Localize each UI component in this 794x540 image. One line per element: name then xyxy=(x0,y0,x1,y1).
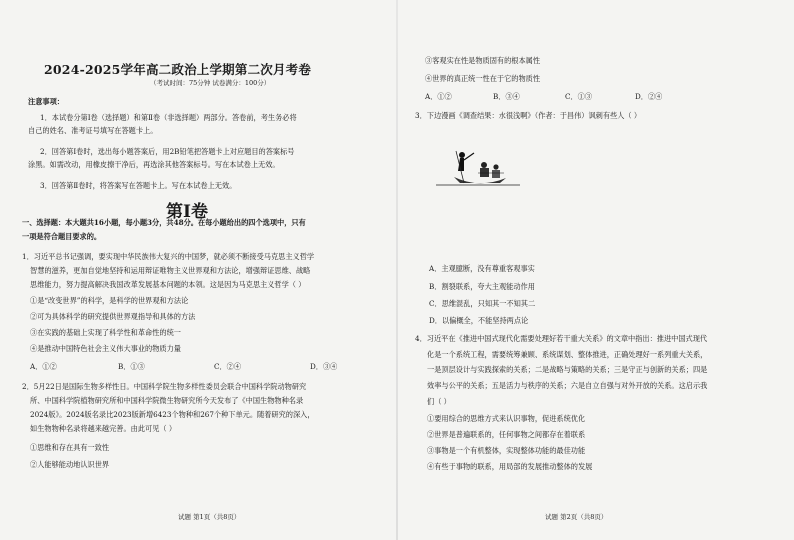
section-title: 第Ⅰ卷 xyxy=(166,202,208,222)
q2-option-a: A．①② xyxy=(425,92,452,101)
comic-image xyxy=(434,145,524,193)
q2-option-c: C．①③ xyxy=(565,92,593,101)
q1-item: ③在实践的基础上实现了科学性和革命性的统一 xyxy=(30,328,181,337)
page-right xyxy=(397,0,794,540)
note-line: 2．回答第Ⅰ卷时，选出每小题答案后，用2B铅笔把答题卡上对应题目的答案标号 xyxy=(40,147,295,156)
q4-stem-line: 一是顶层设计与实践探索的关系；二是战略与策略的关系；三是守正与创新的关系；四是 xyxy=(427,365,708,374)
q3-option-c: C．思维混乱，只知其一不知其二 xyxy=(429,299,536,308)
q1-option-d: D．③④ xyxy=(310,362,338,371)
q3-option-b: B．割裂联系，夸大主观能动作用 xyxy=(429,282,535,291)
note-line: 涂黑。如需改动，用橡皮擦干净后，再选涂其他答案标号。写在本试卷上无效。 xyxy=(28,160,280,169)
section-intro-line: 一项是符合题目要求的。 xyxy=(22,232,102,241)
exam-title: 2024-2025学年高二政治上学期第二次月考卷 xyxy=(44,62,312,77)
note-line: 自己的姓名、准考证号填写在答题卡上。 xyxy=(28,126,158,135)
q4-stem-line: 们（ ） xyxy=(427,397,451,406)
q4-item: ①要用综合的思维方式来认识事物，促进系统优化 xyxy=(427,414,586,423)
q2-stem-line: 2．5月22日是国际生物多样性日。中国科学院生物多样性委员会联合中国科学院动物研究 xyxy=(22,382,307,391)
q1-item: ④是推动中国特色社会主义伟大事业的物质力量 xyxy=(30,344,181,353)
q1-stem-line: 智慧的滋养，更加自觉地坚持和运用辩证唯物主义世界观和方法论，增强辩证思维、战略 xyxy=(30,266,311,275)
q2-item: ①思维和存在具有一致性 xyxy=(30,443,110,452)
q2-option-b: B．③④ xyxy=(493,92,520,101)
note-line: 3．回答第Ⅱ卷时，将答案写在答题卡上。写在本试卷上无效。 xyxy=(40,181,237,190)
q1-item: ①是“改变世界”的科学，是科学的世界观和方法论 xyxy=(30,296,189,305)
page-footer-right: 试题 第2页（共8页） xyxy=(545,513,608,521)
q1-option-b: B．①③ xyxy=(118,362,145,371)
q2-stem-line: 2024版》。2024版名录比2023版新增6423个物种和267个种下单元。随着研究的深入， xyxy=(30,410,315,419)
q1-stem-line: 1．习近平总书记强调，要实现中华民族伟大复兴的中国梦，就必须不断接受马克思主义哲学 xyxy=(22,252,315,261)
q1-item: ②可为具体科学的研究提供世界观指导和具体的方法 xyxy=(30,312,196,321)
notes-heading: 注意事项： xyxy=(28,97,64,106)
q1-stem-line: 思维能力，努力提高解决我国改革发展基本问题的本领。这是因为马克思主义哲学（ ） xyxy=(30,280,306,289)
q3-stem: 3．下边漫画《调查结果：水很浅啊》（作者：于昌伟）讽刺有些人（ ） xyxy=(415,111,642,120)
q4-item: ③事物是一个有机整体，实现整体功能的最佳功能 xyxy=(427,446,586,455)
q4-stem-line: 4．习近平在《推进中国式现代化需要处理好若干重大关系》的文章中指出：推进中国式现代 xyxy=(415,334,708,343)
q2-stem-line: 所、中国科学院植物研究所和中国科学院微生物研究所今天发布了《中国生物物种名录 xyxy=(30,396,304,405)
q4-item: ②世界是普遍联系的，任何事物之间都存在着联系 xyxy=(427,430,586,439)
q2-item: ④世界的真正统一性在于它的物质性 xyxy=(425,74,541,83)
section-intro-line: 一、选择题：本大题共16小题，每小题3分，共48分。在每小题给出的四个选项中，只有 xyxy=(22,218,306,227)
q3-option-d: D．以偏概全，不能坚持两点论 xyxy=(429,316,529,325)
q1-option-a: A．①② xyxy=(30,362,57,371)
note-line: 1．本试卷分第Ⅰ卷（选择题）和第Ⅱ卷（非选择题）两部分。答卷前，考生务必将 xyxy=(40,113,297,122)
page-footer-left: 试题 第1页（共8页） xyxy=(178,513,241,521)
q2-item: ②人能够能动地认识世界 xyxy=(30,460,110,469)
q3-option-a: A．主观臆断，没有尊重客观事实 xyxy=(429,264,535,273)
q4-item: ④有些于事物的联系，用局部的发展推动整体的发展 xyxy=(427,462,593,471)
q4-stem-line: 效率与公平的关系；五是活力与秩序的关系；六是自立自强与对外开放的关系。这启示我 xyxy=(427,381,708,390)
exam-subtitle: （考试时间：75分钟 试卷满分：100分） xyxy=(150,79,271,87)
q4-stem-line: 化是一个系统工程，需要统筹兼顾、系统谋划、整体推进，正确处理好一系列重大关系， xyxy=(427,350,708,359)
q2-stem-line: 如生物物种名录将越来越完善。由此可见（ ） xyxy=(30,424,177,433)
q2-item: ③客观实在性是物质固有的根本属性 xyxy=(425,56,541,65)
q2-option-d: D．②④ xyxy=(635,92,663,101)
q1-option-c: C．②④ xyxy=(214,362,242,371)
